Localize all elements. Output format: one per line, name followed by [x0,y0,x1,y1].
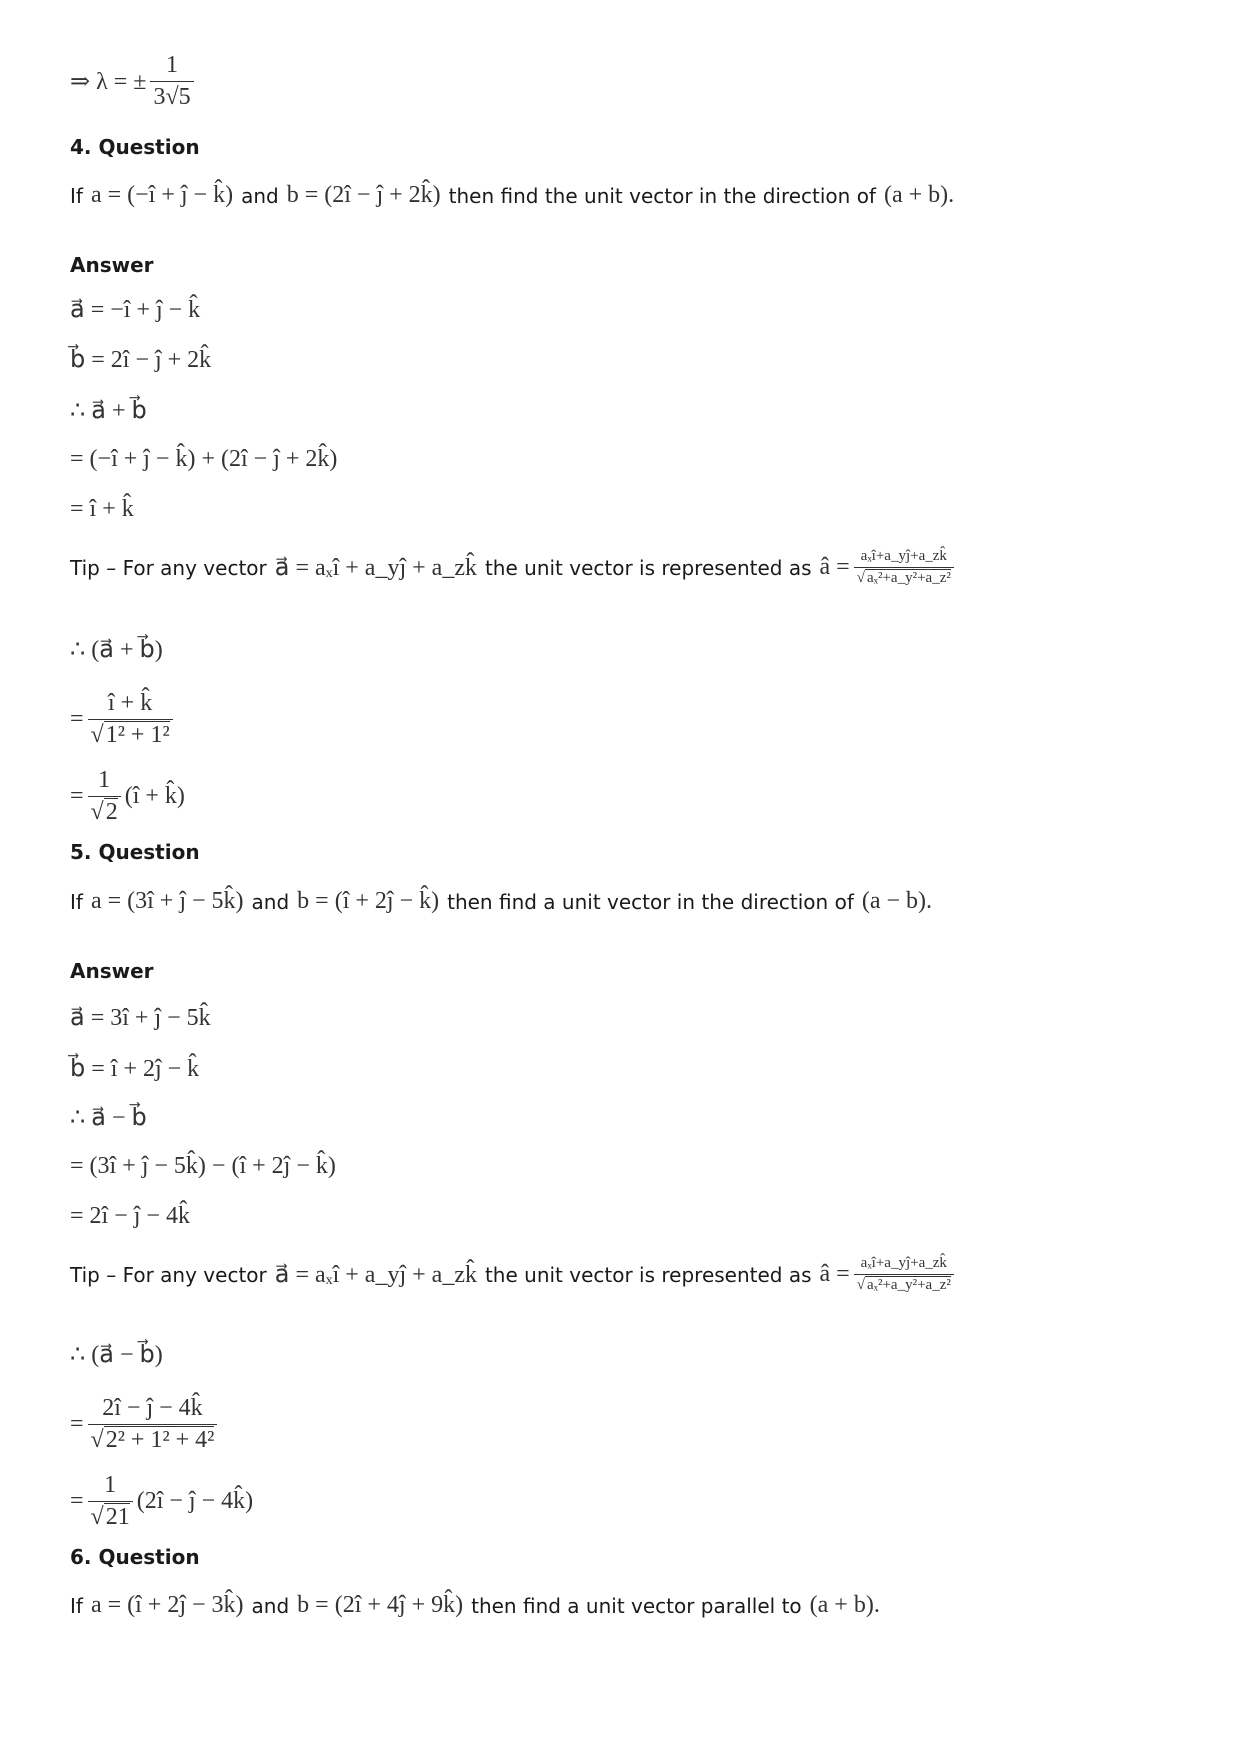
question-5-title: 5. Question [70,840,200,864]
answer-4-step: ∴ (a⃗ + b⃗) [70,637,163,663]
answer-5-step: = 2î − ĵ − 4k̂ [70,1203,190,1229]
answer-4-step: b⃗ = 2î − ĵ + 2k̂ [70,347,212,373]
tip-5: Tip – For any vector a⃗ = aₓî + a_yĵ + a_zk̂ the unit vector is represented as â = $\frac{\text{aₓî+a\_yĵ+a\_zk̂}}{\text{√ aₓ²+a\_y²+a\_z²}}$ [70,1255,958,1294]
answer-5-step: ∴ a⃗ − b⃗ [70,1105,147,1131]
answer-4-step: = î + k̂ [70,496,134,522]
tip-4: Tip – For any vector a⃗ = aₓî + a_yĵ + a_zk̂ the unit vector is represented as â = $\frac{\text{aₓî+a\_yĵ+a\_zk̂}}{\text{√ aₓ²+a\_y²+a\_z²}}$ [70,548,958,587]
question-4-text: If a = (−î + ĵ − k̂) and b = (2î − ĵ + 2k̂) then find the unit vector in the direction of (a + b). [70,182,955,208]
question-4-title: 4. Question [70,135,200,159]
question-5-text: If a = (3î + ĵ − 5k̂) and b = (î + 2ĵ − k̂) then find a unit vector in the direction of (a − b). [70,888,933,914]
lambda-fraction: $\frac{1}{3√5}$ [150,52,193,111]
question-6-title: 6. Question [70,1545,200,1569]
lambda-result: ⇒ λ = ± $\frac{1}{3√5}$ [70,52,198,111]
answer-5-step: a⃗ = 3î + ĵ − 5k̂ [70,1005,211,1031]
answer-4-step: ∴ a⃗ + b⃗ [70,398,147,424]
unit-vector-formula: $\frac{\text{aₓî+a\_yĵ+a\_zk̂}}{\text{√ aₓ²+a\_y²+a\_z²}}$ [854,548,954,587]
answer-5-label: Answer [70,959,154,983]
answer-4-label: Answer [70,253,154,277]
answer-5-step: ∴ (a⃗ − b⃗) [70,1342,163,1368]
answer-4-step: a⃗ = −î + ĵ − k̂ [70,297,201,323]
answer-5-step: = $\frac{2î - ĵ - 4k̂}{\text{√2² + 1² + 4²}}$ [70,1395,221,1454]
answer-4-result: = $\frac{1}{√2}$ (î + k̂) [70,767,185,825]
answer-5-step: b⃗ = î + 2ĵ − k̂ [70,1056,200,1082]
unit-vector-formula: $\frac{\text{aₓî+a\_yĵ+a\_zk̂}}{\text{√ aₓ²+a\_y²+a\_z²}}$ [854,1255,954,1294]
question-6-text: If a = (î + 2ĵ − 3k̂) and b = (2î + 4ĵ + 9k̂) then find a unit vector parallel to (a + b). [70,1592,880,1618]
answer-4-step: = (−î + ĵ − k̂) + (2î − ĵ + 2k̂) [70,446,338,472]
answer-5-result: = $\frac{1}{√21}$ (2î − ĵ − 4k̂) [70,1472,254,1530]
answer-5-step: = (3î + ĵ − 5k̂) − (î + 2ĵ − k̂) [70,1153,336,1179]
answer-4-step: = $\frac{î + k̂}{\text{√1² + 1²}}$ [70,690,177,749]
